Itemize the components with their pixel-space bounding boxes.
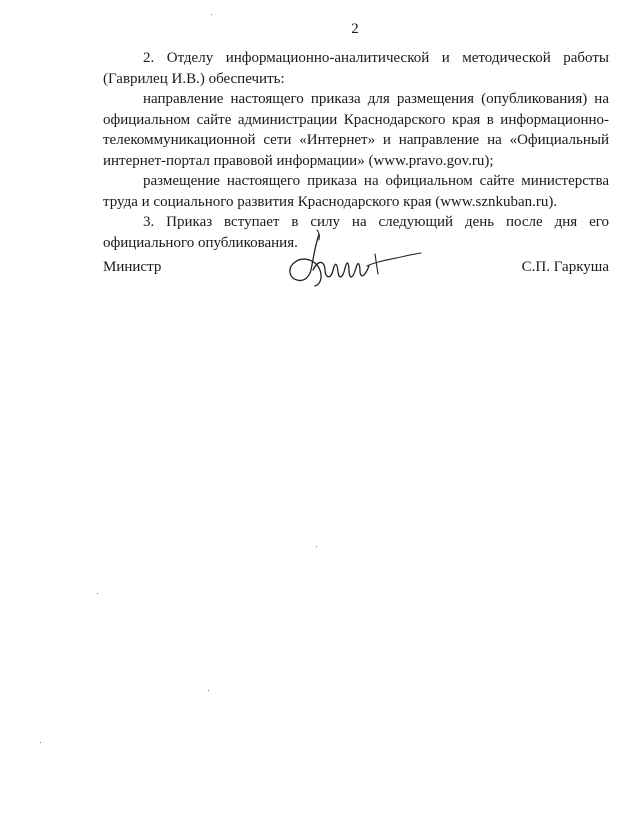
signatory-name: С.П. Гаркуша: [521, 259, 609, 275]
scan-speck: [97, 593, 98, 594]
handwritten-signature: [283, 226, 423, 296]
signature-block: [103, 256, 609, 296]
scan-speck: [40, 742, 41, 743]
scan-speck: [208, 690, 209, 691]
page-number: 2: [351, 21, 359, 37]
paragraph-publication-ministry-site: размещение настоящего приказа на официальном сайте министерства труда и социального развития Краснодарского края (www.sznkuban.ru).: [103, 173, 609, 210]
document-body: [103, 48, 609, 253]
paragraph-item-3: 3. Приказ вступает в силу на следующий день после дня его официального опубликования.: [103, 214, 609, 251]
scan-speck: [316, 546, 317, 547]
scan-speck: [211, 14, 212, 15]
paragraph-publication-portal: направление настоящего приказа для размещения (опубликования) на официальном сайте администрации Краснодарского края в информационно-телекоммуникационной сети «Интернет» и направление на «Официальный интернет-портал правовой информации» (www.pravo.gov.ru);: [103, 91, 609, 169]
paragraph-item-2: 2. Отделу информационно-аналитической и методической работы (Гаврилец И.В.) обеспечить:: [103, 50, 609, 87]
signatory-role: Министр: [103, 259, 162, 275]
